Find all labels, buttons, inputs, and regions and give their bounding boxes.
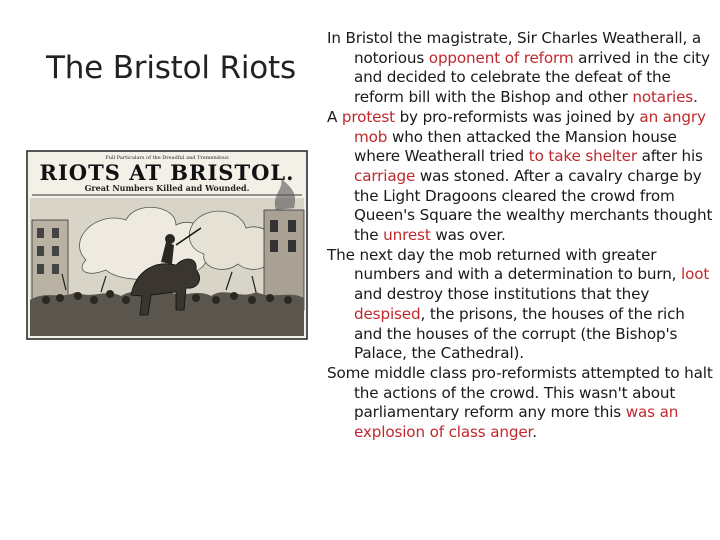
highlight-run: was an explosion of class anger — [354, 403, 679, 442]
highlight-run: protest — [341, 107, 395, 126]
paragraph-3 — [327, 246, 715, 364]
text-run: arrived in the city and decided to celebrate the defeat of the reform bill with the Bishop and other — [354, 48, 710, 107]
text-run: In Bristol the magistrate, Sir Charles Weatherall, a notorious — [327, 29, 701, 67]
highlight-run: opponent of reform — [428, 48, 574, 67]
slide-title: The Bristol Riots — [46, 50, 296, 86]
text-run: and destroy those institutions that they — [354, 285, 650, 304]
highlight-run: loot — [681, 265, 710, 284]
highlight-run: an angry mob — [354, 107, 706, 146]
paragraph-2 — [327, 108, 715, 246]
paragraph-1 — [327, 29, 715, 108]
engraving-small-caption: Full Particulars of the Dreadful and Tremendous — [105, 155, 229, 161]
text-run: Some middle class pro-reformists attempted to halt the actions of the crowd. This wasn't about parliamentary reform any more this — [327, 363, 713, 422]
highlight-run: despised — [354, 304, 421, 323]
text-run: . — [532, 423, 537, 442]
text-run: A — [327, 107, 342, 126]
highlight-run: to take shelter — [528, 147, 637, 166]
highlight-run: unrest — [383, 226, 431, 245]
paragraph-4 — [327, 364, 715, 443]
text-run: was stoned. After a cavalry charge by the Light Dragoons cleared the crowd from Queen's Square the wealthy merchants thought the — [354, 166, 713, 245]
body-text — [327, 29, 715, 443]
text-run: who then attacked the Mansion house where Weatherall tried — [354, 127, 677, 166]
text-run: . — [693, 88, 698, 107]
engraving-headline: RIOTS AT BRISTOL. — [39, 160, 295, 185]
text-run: after his — [636, 147, 703, 166]
highlight-run: carriage — [354, 166, 416, 185]
text-run: by pro-reformists was joined by — [394, 107, 640, 126]
engraving-subheadline: Great Numbers Killed and Wounded. — [84, 183, 250, 193]
text-run: was over. — [430, 226, 506, 245]
riots-engraving-image — [26, 150, 308, 340]
text-run: The next day the mob returned with greater numbers and with a determination to burn, — [327, 245, 682, 284]
text-run: , the prisons, the houses of the rich and the houses of the corrupt (the Bishop's Palace, the Cathedral). — [354, 304, 685, 363]
riot-scene-illustration — [30, 178, 304, 336]
highlight-run: notaries — [632, 88, 694, 107]
